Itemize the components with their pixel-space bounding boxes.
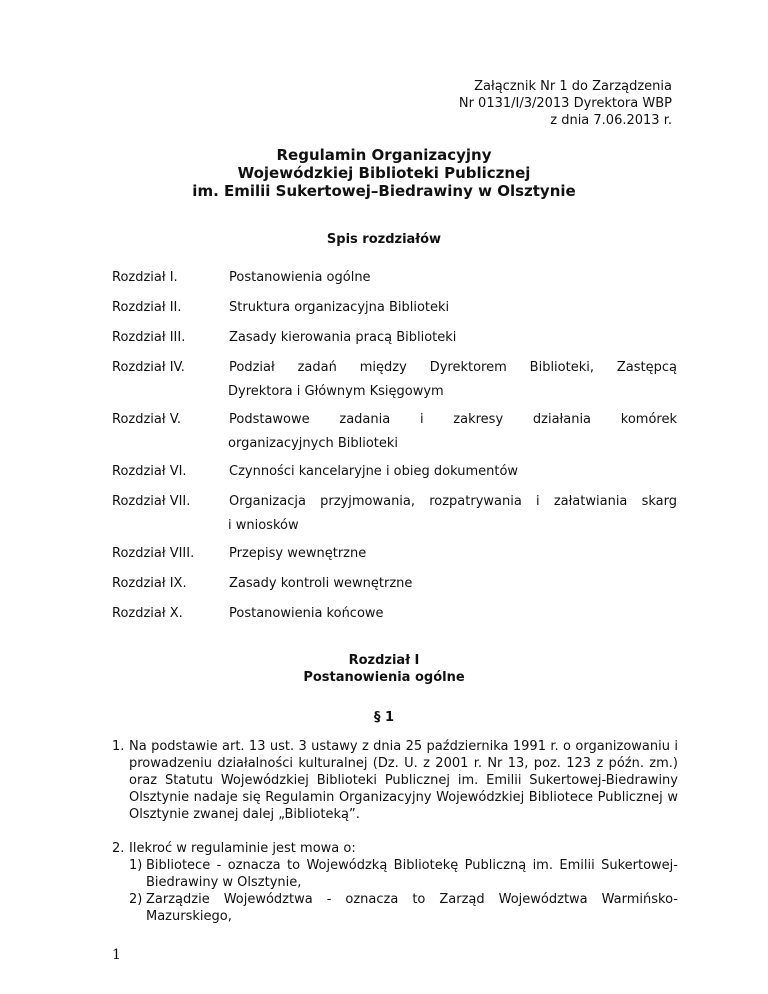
- toc-row: [112, 542, 677, 566]
- sub-list-item: [129, 857, 678, 891]
- toc-row: [112, 326, 677, 350]
- annex-header: [459, 78, 672, 129]
- toc-chapter-number: Rozdział VIII.: [112, 546, 195, 561]
- toc-row: [112, 460, 677, 484]
- chapter-subtitle: Postanowienia ogólne: [303, 670, 465, 685]
- toc-row: [112, 408, 677, 456]
- toc-chapter-title: Podział zadań między Dyrektorem Biblioteki, Zastępcą: [229, 360, 677, 375]
- toc-chapter-title-cont: Dyrektora i Głównym Księgowym: [228, 384, 444, 399]
- toc-row: [112, 296, 677, 320]
- toc-chapter-title: Postanowienia ogólne: [229, 270, 371, 285]
- toc-chapter-number: Rozdział II.: [112, 300, 182, 315]
- toc-chapter-title: Przepisy wewnętrzne: [229, 546, 367, 561]
- list-item-number: 2.: [112, 841, 125, 856]
- regulation-body: [112, 738, 678, 925]
- toc-chapter-title: Zasady kierowania pracą Biblioteki: [229, 330, 457, 345]
- title-line-3: im. Emilii Sukertowej–Biedrawiny w Olsztynie: [192, 182, 576, 200]
- list-item: [112, 840, 678, 925]
- toc-chapter-title: Czynności kancelaryjne i obieg dokumentów: [229, 464, 519, 479]
- sub-list-item: [129, 891, 678, 925]
- paragraph-sign: § 1: [373, 710, 395, 725]
- sub-item-text: Bibliotece - oznacza to Wojewódzką Bibliotekę Publiczną im. Emilii Sukertowej-Biedrawiny w Olsztynie,: [146, 858, 678, 890]
- toc-row: [112, 572, 677, 596]
- toc-row: [112, 490, 677, 538]
- toc-chapter-title: Struktura organizacyjna Biblioteki: [229, 300, 450, 315]
- annex-line-2: Nr 0131/I/3/2013 Dyrektora WBP: [458, 96, 672, 111]
- list-item-number: 1.: [112, 739, 125, 754]
- toc-chapter-number: Rozdział VII.: [112, 494, 191, 509]
- toc-row: [112, 602, 677, 626]
- list-item: [112, 738, 678, 823]
- toc-chapter-number: Rozdział IX.: [112, 576, 187, 591]
- document-title: [0, 146, 768, 200]
- toc-chapter-number: Rozdział V.: [112, 412, 182, 427]
- title-line-1: Regulamin Organizacyjny: [276, 146, 492, 164]
- toc-row: [112, 266, 677, 290]
- toc-row: [112, 356, 677, 404]
- toc-chapter-title: Postanowienia końcowe: [229, 606, 384, 621]
- list-item-text: Ilekroć w regulaminie jest mowa o:: [129, 841, 356, 856]
- chapter-title: Rozdział I: [348, 653, 420, 668]
- toc-chapter-title-block: [229, 408, 677, 456]
- toc-chapter-number: Rozdział III.: [112, 330, 186, 345]
- toc-chapter-title-block: [229, 490, 677, 538]
- toc-chapter-number: Rozdział VI.: [112, 464, 187, 479]
- sub-item-text: Zarządzie Województwa - oznacza to Zarząd Województwa Warmińsko-Mazurskiego,: [146, 892, 678, 924]
- annex-line-3: z dnia 7.06.2013 r.: [550, 113, 672, 128]
- annex-line-1: Załącznik Nr 1 do Zarządzenia: [474, 79, 672, 94]
- toc-chapter-number: Rozdział I.: [112, 270, 178, 285]
- chapter-heading: [0, 652, 768, 686]
- toc-heading: Spis rozdziałów: [326, 232, 442, 247]
- title-line-2: Wojewódzkiej Biblioteki Publicznej: [237, 164, 531, 182]
- toc-chapter-title: Zasady kontroli wewnętrzne: [229, 576, 413, 591]
- sub-item-number: 1): [129, 858, 143, 873]
- page-number: 1: [112, 947, 121, 963]
- toc-chapter-number: Rozdział X.: [112, 606, 183, 621]
- sub-item-number: 2): [129, 892, 143, 907]
- toc-chapter-title: Organizacja przyjmowania, rozpatrywania i załatwiania skarg: [229, 494, 677, 509]
- toc-chapter-title-cont: organizacyjnych Biblioteki: [228, 436, 399, 451]
- toc-chapter-title-block: [229, 356, 677, 404]
- toc-chapter-title: Podstawowe zadania i zakresy działania komórek: [229, 412, 677, 427]
- list-item-text: Na podstawie art. 13 ust. 3 ustawy z dnia 25 października 1991 r. o organizowaniu i prowadzeniu działalności kulturalnej (Dz. U. z 2001 r. Nr 13, poz. 123 z późn. zm.) oraz Statutu Wojewódzkiej Biblioteki Publicznej im. Emilii Sukertowej-Biedrawiny Olsztynie nadaje się Regulamin Organizacyjny Wojewódzkiej Bibliotece Publicznej w Olsztynie zwanej dalej „Biblioteką”.: [129, 739, 678, 822]
- toc-chapter-title-cont: i wniosków: [228, 518, 299, 533]
- toc-chapter-number: Rozdział IV.: [112, 360, 185, 375]
